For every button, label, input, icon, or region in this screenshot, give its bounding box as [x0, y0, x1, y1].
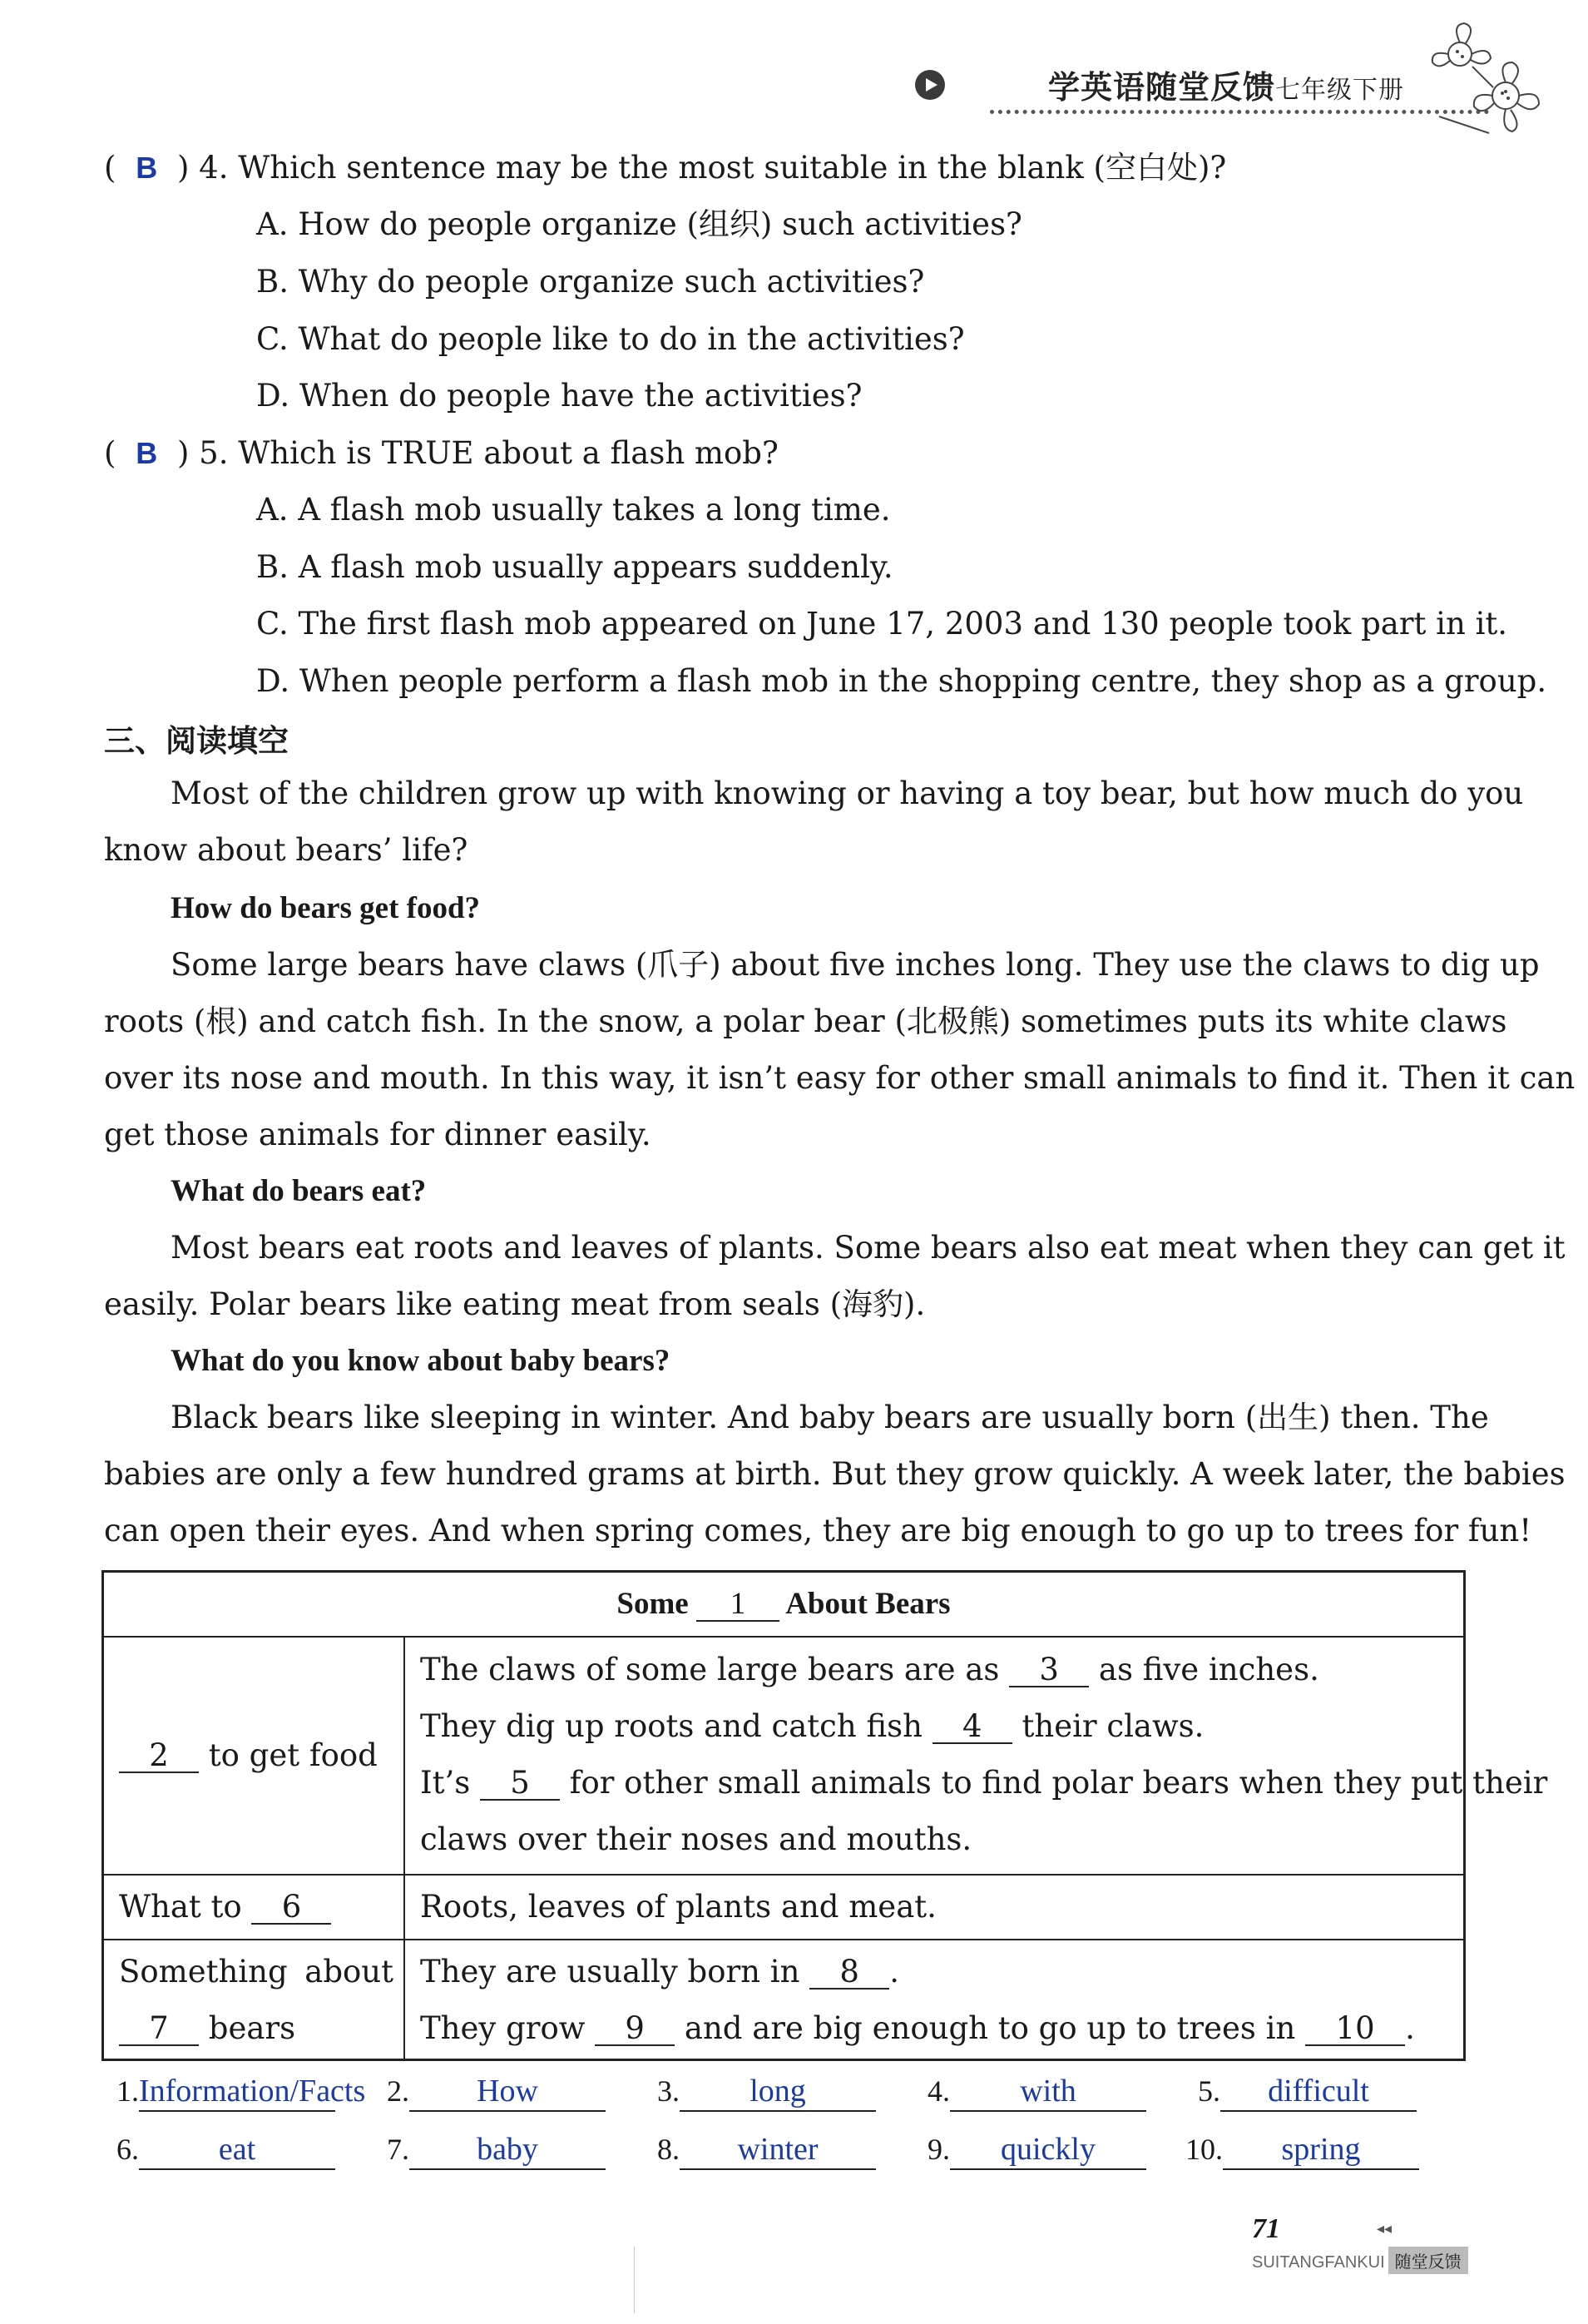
answer-item: 6. eat	[116, 2130, 335, 2180]
answer-value: How	[409, 2072, 606, 2112]
table-divider	[104, 1636, 1463, 1638]
footer-brand: SUITANGFANKUI 随堂反馈	[1252, 2247, 1468, 2274]
question-4: ( B ) 4. Which sentence may be the most suitable in the blank (空白处)?	[104, 150, 1227, 186]
table-line: It’s 5 for other small animals to find polar bears when they put their	[420, 1765, 1548, 1801]
row-label-something-about: Something about	[119, 1954, 393, 1990]
table-title: Some 1 About Bears	[616, 1587, 951, 1621]
blank-3: 3	[1009, 1654, 1089, 1687]
answer-item: 4. with	[928, 2072, 1146, 2122]
answer-item: 5. difficult	[1198, 2072, 1417, 2122]
option-a: A. A flash mob usually takes a long time.	[256, 492, 891, 528]
answer-value: winter	[680, 2130, 876, 2170]
book-subtitle: 七年级下册	[1275, 76, 1405, 105]
option-b: B. A flash mob usually appears suddenly.	[256, 549, 893, 585]
question-5: ( B ) 5. Which is TRUE about a flash mob?	[104, 435, 779, 471]
blank-6: 6	[251, 1891, 331, 1925]
book-title: 学英语随堂反馈七年级下册	[1048, 69, 1405, 106]
answer-value: spring	[1223, 2130, 1419, 2170]
passage-line: get those animals for dinner easily.	[104, 1117, 651, 1152]
blank-2: 2	[119, 1740, 199, 1773]
option-a: A. How do people organize (组织) such activities?	[256, 206, 1022, 242]
answer-value: with	[950, 2072, 1146, 2112]
answer-item: 1.Information/Facts	[116, 2072, 335, 2122]
answer-value: difficult	[1220, 2072, 1417, 2112]
table-divider	[104, 1939, 1463, 1940]
play-icon	[915, 70, 945, 100]
blank-8: 8	[809, 1956, 889, 1990]
passage-line: easily. Polar bears like eating meat from seals (海豹).	[104, 1286, 926, 1322]
row-label-what-to: What to 6	[119, 1889, 331, 1925]
answer-key	[116, 2072, 1464, 2205]
blank-7: 7	[119, 2013, 199, 2046]
option-d: D. When do people have the activities?	[256, 378, 863, 414]
passage-line: can open their eyes. And when spring comes, they are big enough to go up to trees for fun!	[104, 1513, 1532, 1549]
footer-brand-tag: 随堂反馈	[1388, 2247, 1468, 2274]
passage-heading: What do you know about baby bears?	[171, 1344, 670, 1378]
blank-5: 5	[480, 1767, 560, 1801]
answer-value: Information/Facts	[139, 2072, 335, 2112]
question-stem: 5. Which is TRUE about a flash mob?	[199, 435, 779, 471]
row-label-get-food: 2 to get food	[119, 1737, 378, 1774]
blank-10: 10	[1305, 2013, 1405, 2046]
passage-line: Black bears like sleeping in winter. And baby bears are usually born (出生) then. The	[171, 1400, 1489, 1435]
answer-item: 3. long	[657, 2072, 876, 2122]
page-number: 71	[1252, 2213, 1280, 2244]
answer-item: 8. winter	[657, 2130, 876, 2180]
option-b: B. Why do people organize such activities?	[256, 264, 925, 300]
row-label-bears: 7 bears	[119, 2010, 295, 2047]
summary-table	[101, 1570, 1548, 2061]
blank-4: 4	[933, 1711, 1012, 1744]
arrow-left-icon: ◂◂	[1377, 2220, 1393, 2237]
passage-line: babies are only a few hundred grams at birth. But they grow quickly. A week later, the babies	[104, 1456, 1566, 1492]
passage-line: Most bears eat roots and leaves of plants. Some bears also eat meat when they can get it	[171, 1230, 1566, 1266]
answer-value: baby	[409, 2130, 606, 2170]
table-column-divider	[403, 1638, 405, 2059]
answer-mark: B	[136, 436, 158, 470]
table-line: They grow 9 and are big enough to go up to trees in 10 .	[420, 2010, 1415, 2046]
flower-ornament-icon	[1414, 17, 1547, 150]
page-header	[915, 58, 1497, 116]
passage-heading: How do bears get food?	[171, 891, 481, 925]
option-c: C. What do people like to do in the activities?	[256, 321, 965, 357]
passage-line: roots (根) and catch fish. In the snow, a polar bear (北极熊) sometimes puts its white claws	[104, 1003, 1507, 1039]
passage-heading: What do bears eat?	[171, 1174, 427, 1208]
passage-line: Some large bears have claws (爪子) about five inches long. They use the claws to dig up	[171, 947, 1540, 983]
answer-item: 10. spring	[1185, 2130, 1419, 2180]
table-line: They dig up roots and catch fish 4 their claws.	[420, 1708, 1205, 1744]
answer-mark: B	[136, 151, 158, 185]
passage-line: Most of the children grow up with knowing or having a toy bear, but how much do you	[171, 775, 1524, 811]
option-d: D. When people perform a flash mob in the shopping centre, they shop as a group.	[256, 663, 1547, 699]
passage-line: over its nose and mouth. In this way, it isn’t easy for other small animals to find it. Then it can	[104, 1060, 1576, 1096]
answer-value: long	[680, 2072, 876, 2112]
question-stem: 4. Which sentence may be the most suitable in the blank (空白处)?	[199, 150, 1227, 186]
table-line: They are usually born in 8 .	[420, 1954, 899, 1990]
table-line: The claws of some large bears are as 3 as five inches.	[420, 1652, 1319, 1687]
answer-item: 7. baby	[387, 2130, 606, 2180]
option-c: C. The first flash mob appeared on June 17, 2003 and 130 people took part in it.	[256, 606, 1508, 642]
answer-value: quickly	[950, 2130, 1146, 2170]
blank-1: 1	[696, 1588, 779, 1622]
table-line: Roots, leaves of plants and meat.	[420, 1889, 937, 1925]
answer-item: 9. quickly	[928, 2130, 1146, 2180]
answer-value: eat	[139, 2130, 335, 2170]
answer-item: 2. How	[387, 2072, 606, 2122]
table-divider	[104, 1874, 1463, 1876]
passage-line: know about bears’ life?	[104, 832, 468, 868]
blank-9: 9	[595, 2013, 675, 2046]
section-title: 三、阅读填空	[104, 723, 289, 759]
page-fold-line	[634, 2247, 635, 2313]
table-line: claws over their noses and mouths.	[420, 1821, 972, 1857]
